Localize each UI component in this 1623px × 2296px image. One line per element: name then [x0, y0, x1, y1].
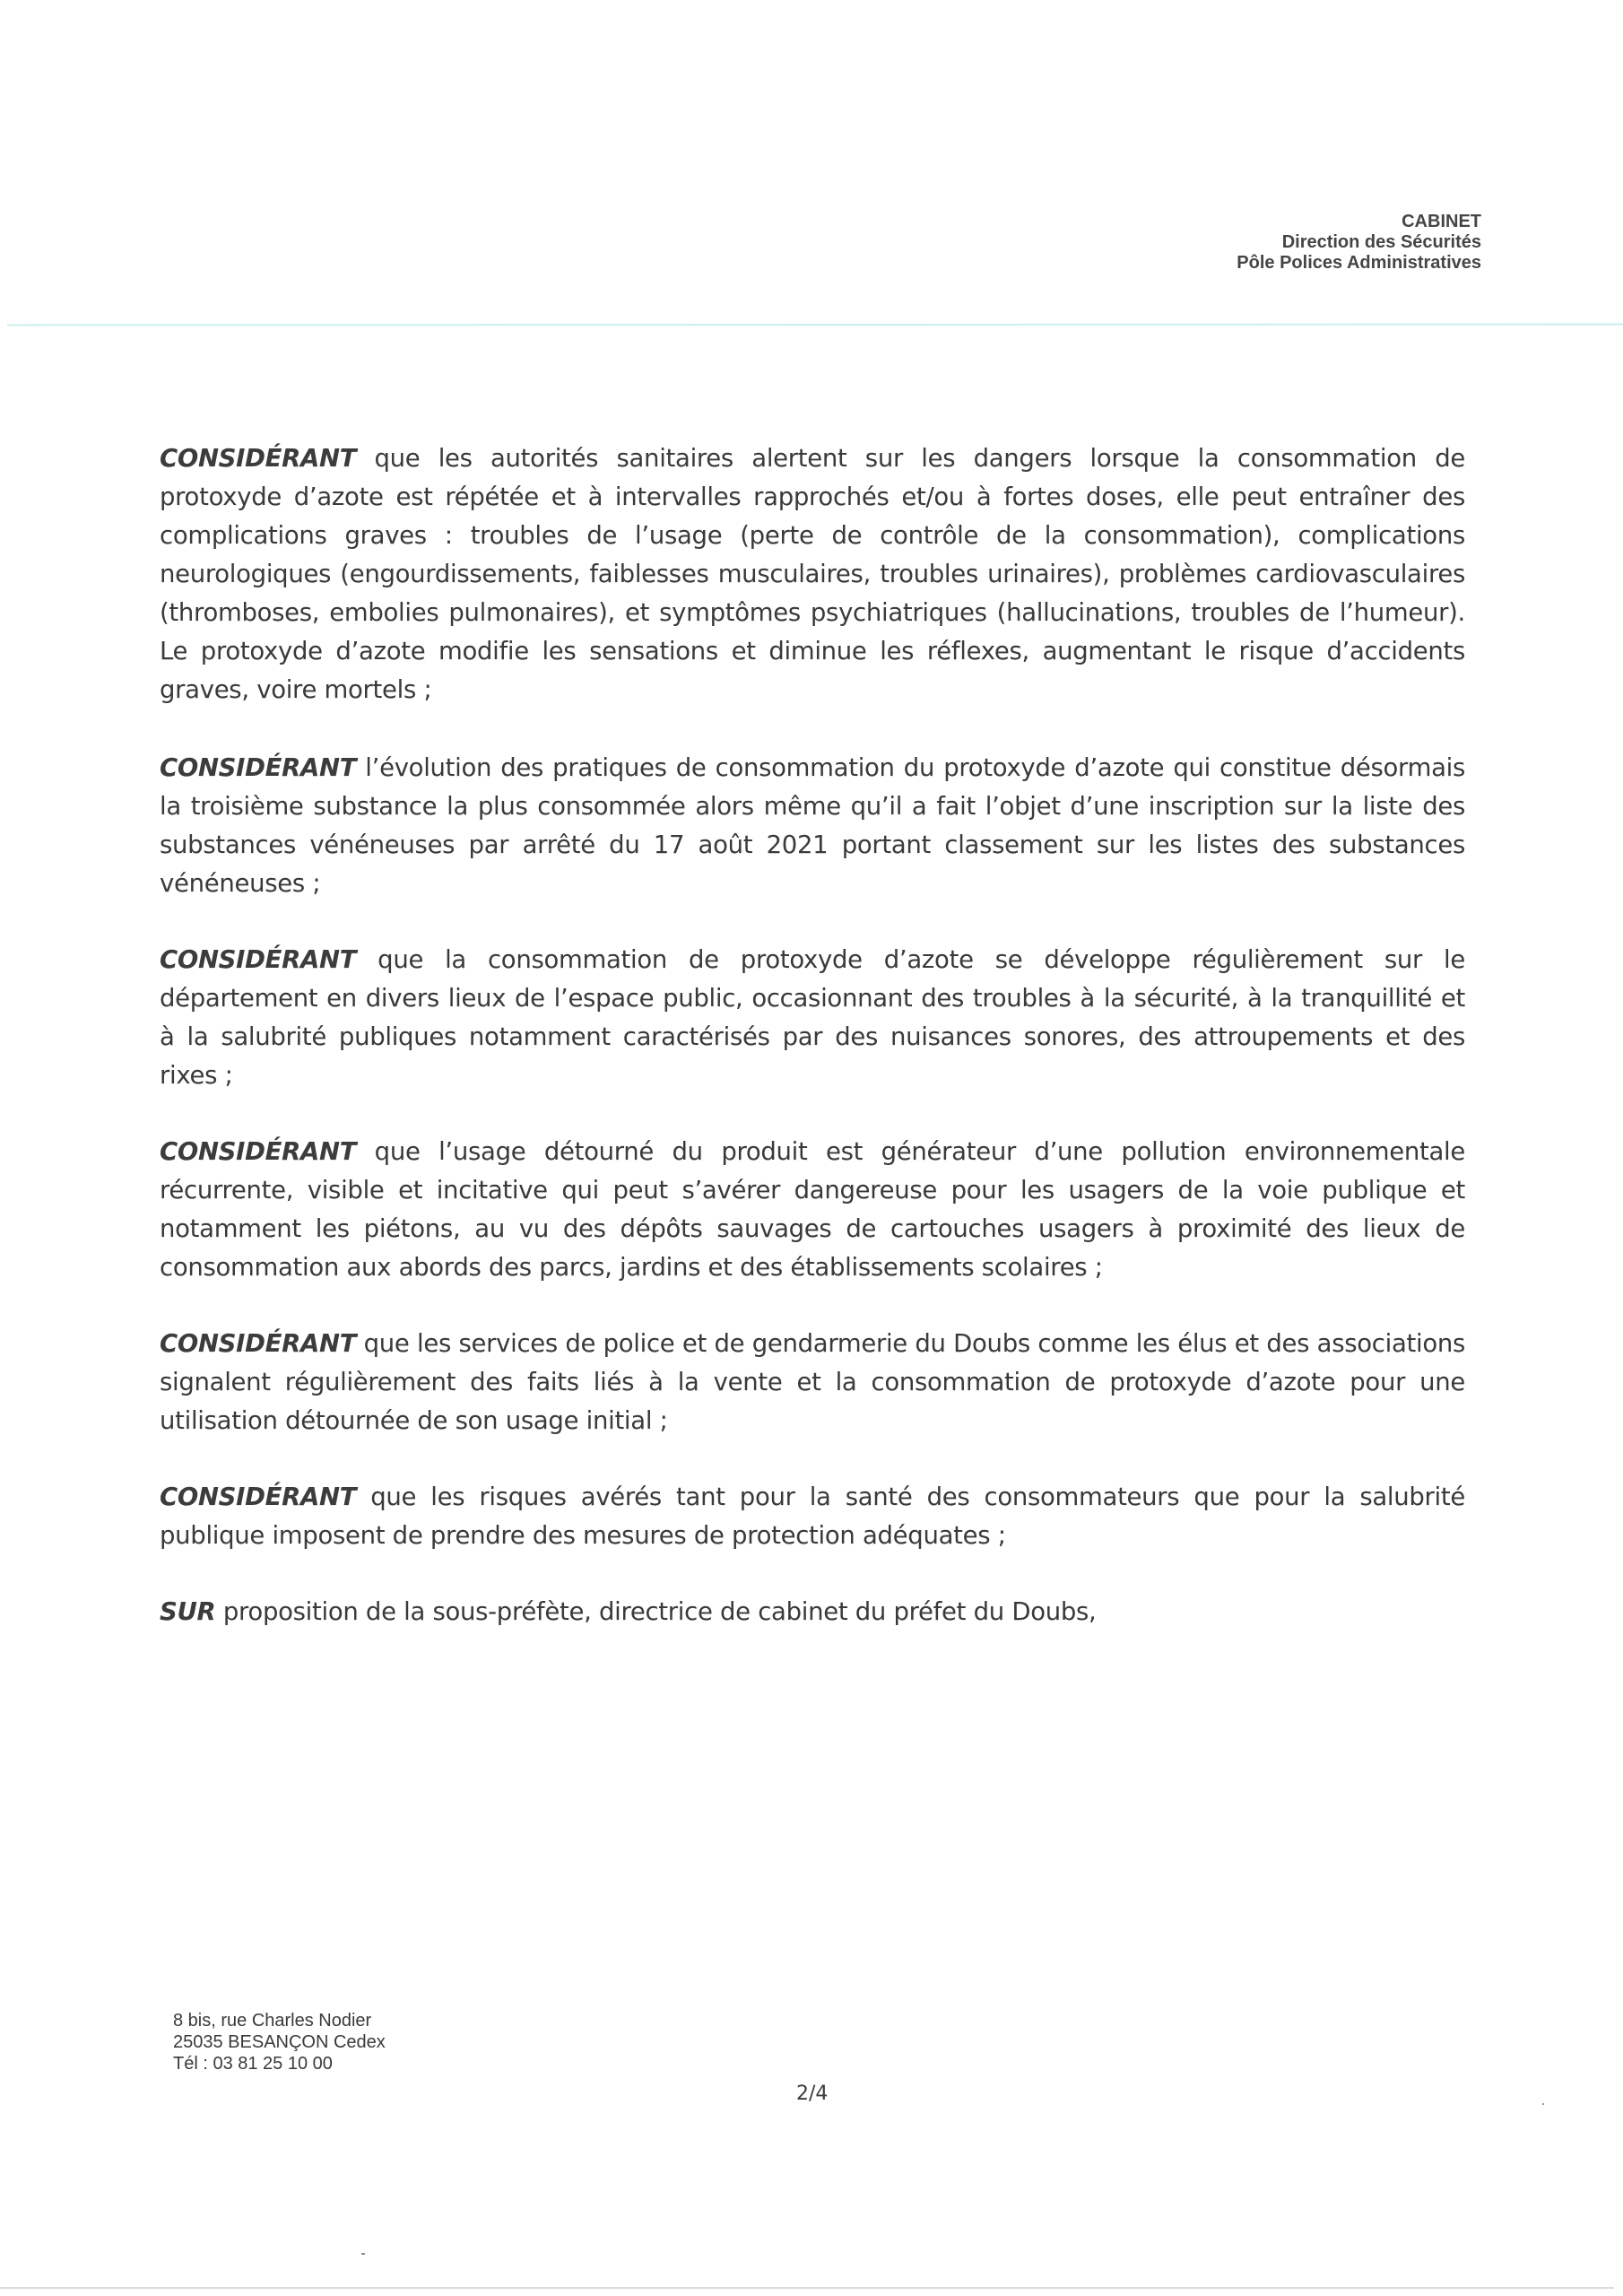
- page-number: 2/4: [796, 2083, 829, 2105]
- paragraph-considerant-5: [160, 1325, 1465, 1440]
- header-pole: Pôle Polices Administratives: [1237, 253, 1481, 273]
- scan-speck: [1542, 2103, 1544, 2105]
- paragraph-keyword: CONSIDÉRANT: [160, 753, 357, 782]
- paragraph-text: proposition de la sous-préfète, directrice de cabinet du préfet du Doubs,: [215, 1597, 1097, 1626]
- paragraph-considerant-4: [160, 1133, 1465, 1287]
- header-direction: Direction des Sécurités: [1281, 232, 1481, 252]
- paragraph-keyword: SUR: [160, 1597, 216, 1626]
- paragraph-keyword: CONSIDÉRANT: [160, 945, 357, 974]
- document-body: [160, 439, 1465, 1631]
- paragraph-keyword: CONSIDÉRANT: [160, 1137, 357, 1166]
- paragraph-sur-proposition: [160, 1593, 1465, 1631]
- paragraph-text: que les autorités sanitaires alertent sur les dangers lorsque la consommation de protoxyde d’azote est répétée et à intervalles rapprochés et/ou à fortes doses, elle peut entraîner des complications graves : troubles de l’usage (perte de contrôle de la consommation), complications neurologiques (engourdissements, faiblesses musculaires, troubles urinaires), problèmes cardiovasculaires (thromboses, embolies pulmonaires), et symptômes psychiatriques (hallucinations, troubles de l’humeur). Le protoxyde d’azote modifie les sensations et diminue les réflexes, augmentant le risque d’accidents graves, voire mortels ;: [160, 444, 1465, 704]
- paragraph-keyword: CONSIDÉRANT: [160, 1329, 357, 1358]
- address-city: 25035 BESANÇON Cedex: [173, 2032, 386, 2052]
- address-street: 8 bis, rue Charles Nodier: [173, 2011, 372, 2031]
- paragraph-text: que l’usage détourné du produit est générateur d’une pollution environnementale récurrente, visible et incitative qui peut s’avérer dangereuse pour les usagers de la voie publique et notamment les piétons, au vu des dépôts sauvages de cartouches usagers à proximité des lieux de consommation aux abords des parcs, jardins et des établissements scolaires ;: [160, 1137, 1465, 1282]
- paragraph-keyword: CONSIDÉRANT: [160, 1483, 357, 1511]
- paragraph-considerant-1: [160, 439, 1465, 709]
- scan-edge-line: [0, 2287, 1614, 2289]
- scan-speck: [361, 2253, 365, 2255]
- paragraph-text: l’évolution des pratiques de consommation du protoxyde d’azote qui constitue désormais la troisième substance la plus consommée alors même qu’il a fait l’objet d’une inscription sur la liste des substances vénéneuses par arrêté du 17 août 2021 portant classement sur les listes des substances vénéneuses ;: [160, 753, 1465, 898]
- footer-address: [173, 2010, 386, 2074]
- paragraph-considerant-2: [160, 749, 1465, 903]
- paragraph-text: que les risques avérés tant pour la santé des consommateurs que pour la salubrité publique imposent de prendre des mesures de protection adéquates ;: [160, 1483, 1465, 1550]
- header-cabinet: CABINET: [1402, 212, 1481, 231]
- header-block: [1237, 212, 1481, 274]
- header-divider: [7, 324, 1623, 326]
- paragraph-text: que la consommation de protoxyde d’azote se développe régulièrement sur le département en divers lieux de l’espace public, occasionnant des troubles à la sécurité, à la tranquillité et à la salubrité publiques notamment caractérisés par des nuisances sonores, des attroupements et des rixes ;: [160, 945, 1465, 1090]
- paragraph-considerant-6: [160, 1478, 1465, 1555]
- address-phone: Tél : 03 81 25 10 00: [173, 2054, 333, 2074]
- paragraph-keyword: CONSIDÉRANT: [160, 444, 357, 473]
- paragraph-considerant-3: [160, 941, 1465, 1095]
- paragraph-text: que les services de police et de gendarmerie du Doubs comme les élus et des associations signalent régulièrement des faits liés à la vente et la consommation de protoxyde d’azote pour une utilisation détournée de son usage initial ;: [160, 1329, 1465, 1435]
